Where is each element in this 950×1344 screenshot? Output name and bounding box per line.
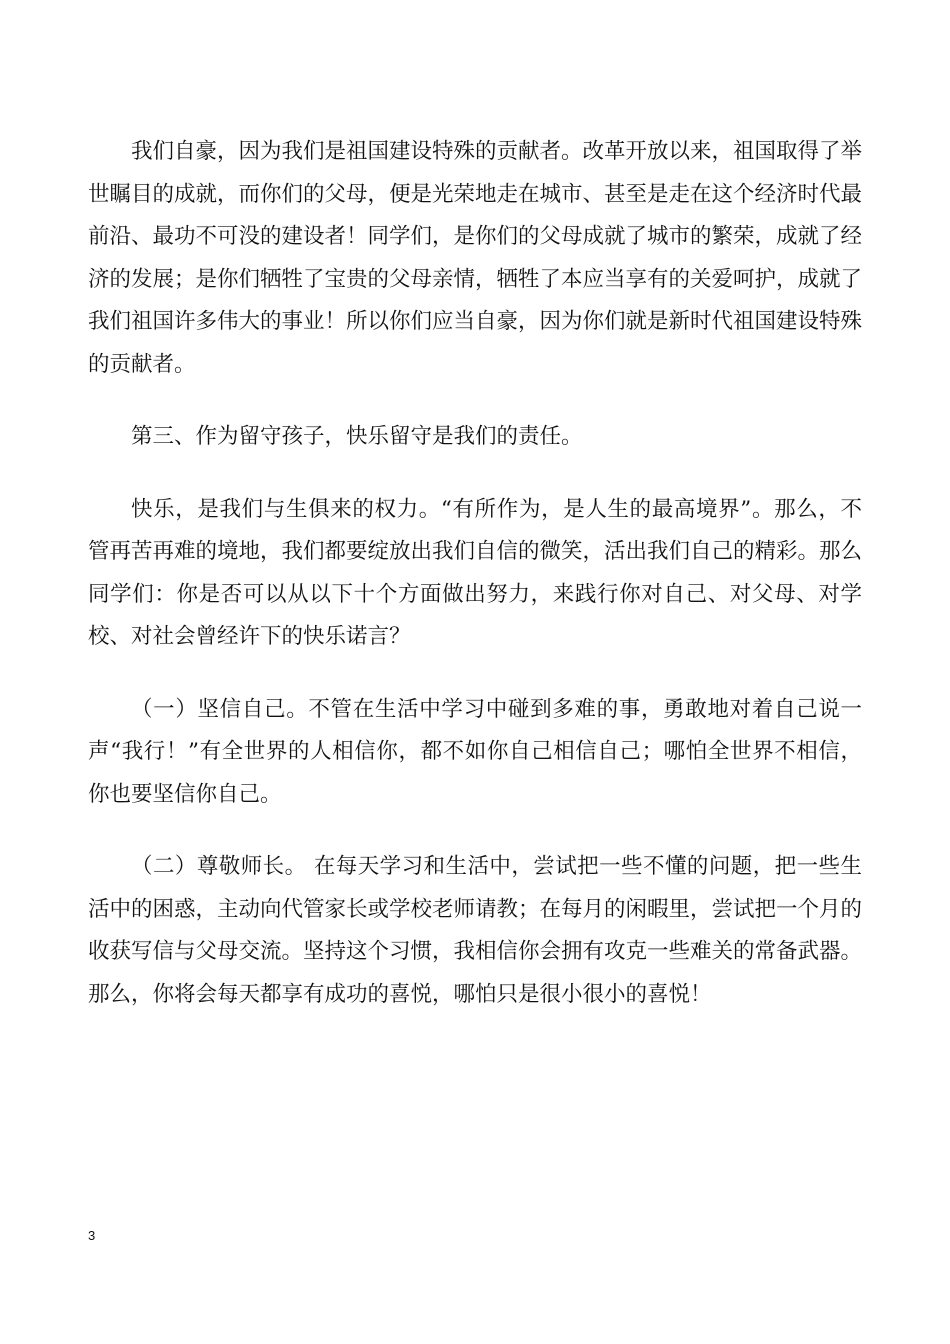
paragraph-happiness: 快乐，是我们与生俱来的权力。“有所作为，是人生的最高境界”。那么，不管再苦再难的境地，我们都要绽放出我们自信的微笑，活出我们自己的精彩。那么同学们：你是否可以从以下十个方面做出努力，来践行你对自己、对父母、对学校、对社会曾经许下的快乐诺言？ bbox=[88, 496, 863, 649]
paragraph-item-one: （一）坚信自己。不管在生活中学习中碰到多难的事，勇敢地对着自己说一声“我行！”有全世界的人相信你，都不如你自己相信自己；哪怕全世界不相信，你也要坚信你自己。 bbox=[88, 696, 862, 807]
page-number: 3 bbox=[88, 1228, 96, 1243]
paragraph-item-two: （二）尊敬师长。 在每天学习和生活中，尝试把一些不懂的问题，把一些生活中的困惑，主动向代管家长或学校老师请教；在每月的闲暇里，尝试把一个月的收获写信与父母交流。坚持这个习惯，我相信你会拥有攻克一些难关的常备武器。那么，你将会每天都享有成功的喜悦，哪怕只是很小很小的喜悦！ bbox=[88, 854, 863, 1007]
paragraph-pride: 我们自豪，因为我们是祖国建设特殊的贡献者。改革开放以来，祖国取得了举世瞩目的成就，而你们的父母，便是光荣地走在城市、甚至是走在这个经济时代最前沿、最功不可没的建设者！同学们，是你们的父母成就了城市的繁荣，成就了经济的发展；是你们牺牲了宝贵的父母亲情，牺牲了本应当享有的关爱呵护，成就了我们祖国许多伟大的事业！所以你们应当自豪，因为你们就是新时代祖国建设特殊的贡献者。 bbox=[88, 139, 863, 377]
document-body bbox=[88, 131, 862, 1046]
paragraph-section-three-heading: 第三、作为留守孩子，快乐留守是我们的责任。 bbox=[131, 424, 583, 449]
